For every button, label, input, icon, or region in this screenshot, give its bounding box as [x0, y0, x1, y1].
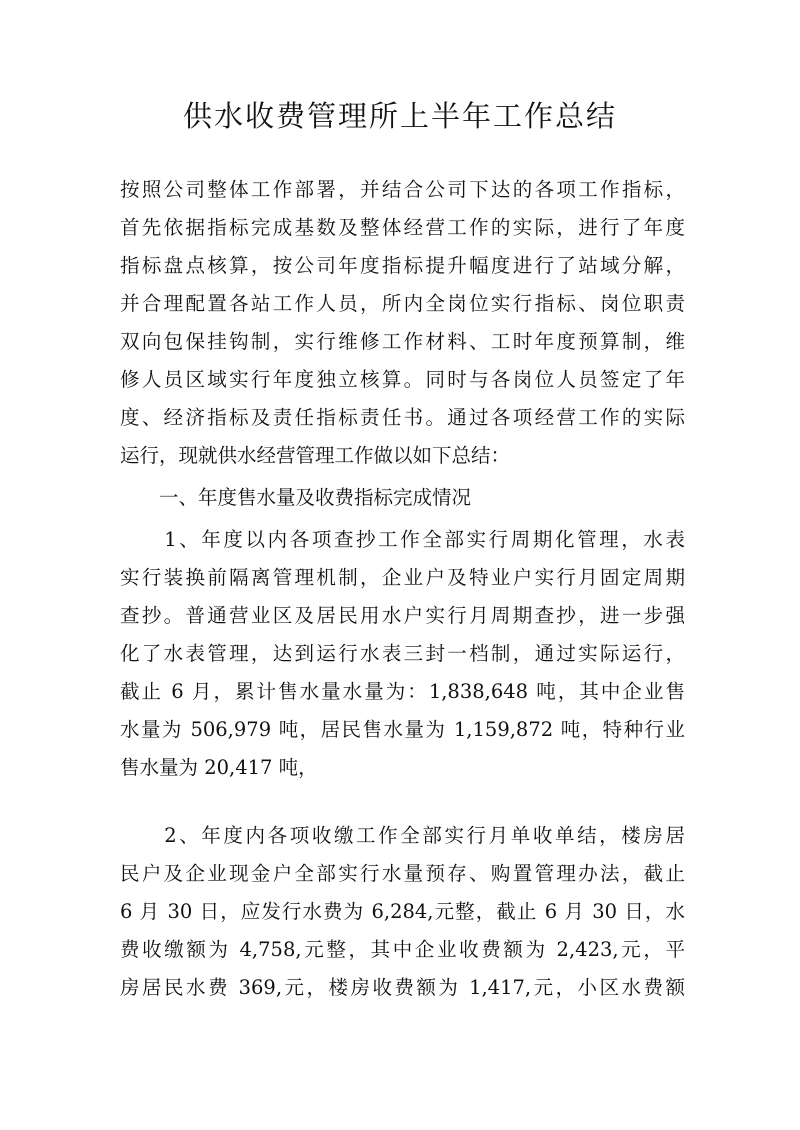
- paragraph-line: 费收缴额为 4,758,元整，其中企业收费额为 2,423,元，平: [120, 938, 685, 961]
- paragraph-line: 首先依据指标完成基数及整体经营工作的实际，进行了年度: [120, 216, 685, 239]
- paragraph-line: 化了水表管理，达到运行水表三封一档制，通过实际运行，: [120, 642, 685, 665]
- paragraph-line: 实行装换前隔离管理机制，企业户及特业户实行月固定周期: [120, 566, 685, 589]
- paragraph-line: 并合理配置各站工作人员，所内全岗位实行指标、岗位职责: [120, 292, 685, 315]
- paragraph-line: 修人员区域实行年度独立核算。同时与各岗位人员签定了年: [120, 368, 685, 391]
- paragraph-line: 售水量为 20,417 吨，: [120, 756, 318, 779]
- paragraph-line: 双向包保挂钩制，实行维修工作材料、工时年度预算制，维: [120, 330, 685, 353]
- paragraph-line: 截止 6 月，累计售水量水量为：1,838,648 吨，其中企业售: [120, 680, 685, 703]
- paragraph-line: 民户及企业现金户全部实行水量预存、购置管理办法，截止: [120, 862, 685, 885]
- paragraph-line: 水量为 506,979 吨，居民售水量为 1,159,872 吨，特种行业: [120, 718, 685, 741]
- paragraph-line: 运行，现就供水经营管理工作做以如下总结：: [120, 444, 511, 467]
- paragraph-line: 6 月 30 日，应发行水费为 6,284,元整，截止 6 月 30 日，水: [120, 900, 685, 923]
- paragraph-line: 1、年度以内各项查抄工作全部实行周期化管理，水表: [120, 528, 685, 551]
- document-title: 供水收费管理所上半年工作总结: [182, 99, 617, 133]
- paragraph-line: 2、年度内各项收缴工作全部实行月单收单结，楼房居: [120, 824, 685, 847]
- paragraph-line: 查抄。普通营业区及居民用水户实行月周期查抄，进一步强: [120, 604, 685, 627]
- paragraph-line: 指标盘点核算，按公司年度指标提升幅度进行了站域分解，: [120, 254, 685, 277]
- paragraph-line: 按照公司整体工作部署，并结合公司下达的各项工作指标，: [120, 178, 685, 201]
- paragraph-line: 房居民水费 369,元，楼房收费额为 1,417,元，小区水费额: [120, 976, 685, 999]
- section-heading: 一、年度售水量及收费指标完成情况: [120, 486, 472, 509]
- paragraph-line: 度、经济指标及责任指标责任书。通过各项经营工作的实际: [120, 406, 685, 429]
